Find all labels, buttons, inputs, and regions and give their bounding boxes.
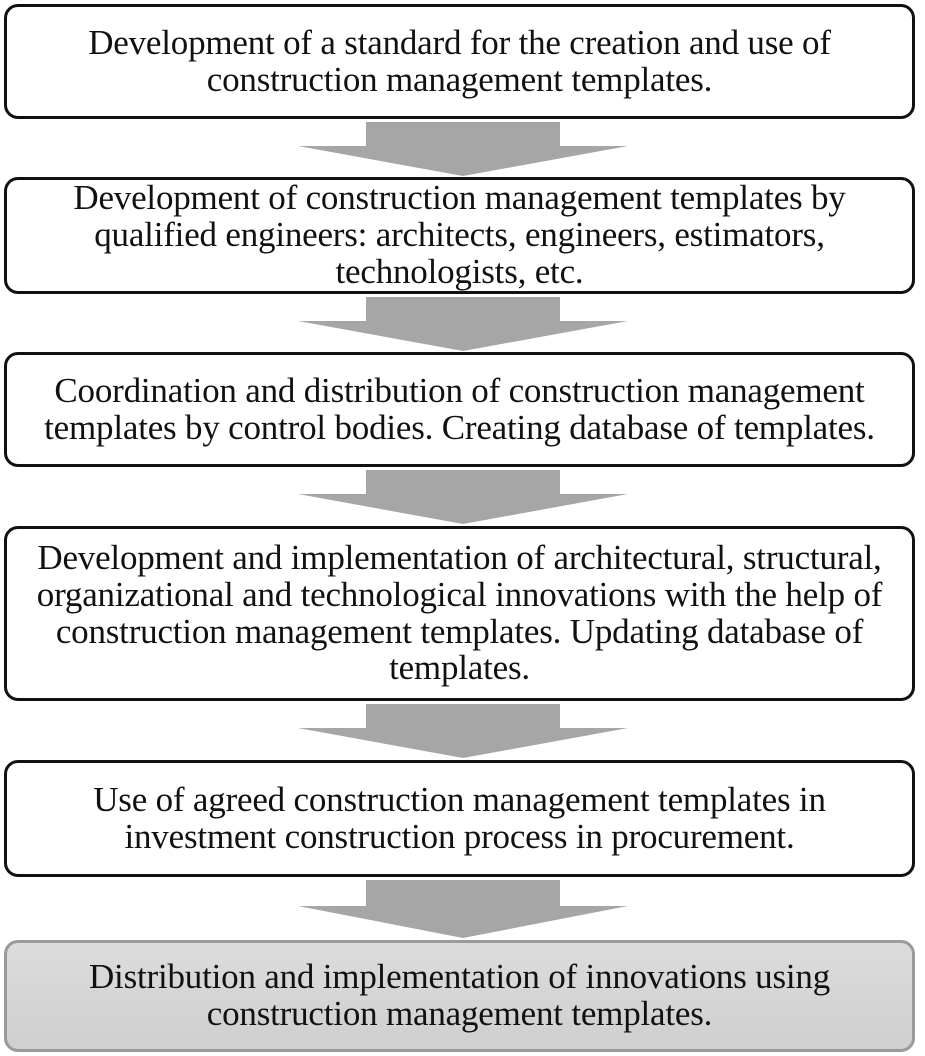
down-arrow-icon — [298, 704, 628, 758]
down-arrow-icon — [298, 297, 628, 351]
down-arrow-2 — [298, 297, 628, 351]
step-4-text: Development and implementation of architectural, structural, organizational and technological innovations with the help of construction management templates. Updating database of templates. — [36, 538, 883, 688]
step-2-text: Development of construction management templates by qualified engineers: architects, engineers, estimators, technologists, etc. — [73, 178, 846, 291]
step-box-1 — [4, 4, 915, 119]
down-arrow-icon — [298, 880, 628, 938]
down-arrow-3 — [298, 470, 628, 524]
step-5-text: Use of agreed construction management templates in investment construction process in procurement. — [93, 779, 826, 856]
step-box-4 — [4, 526, 915, 701]
step-6-text: Distribution and implementation of innovations using construction management templates. — [88, 957, 831, 1033]
down-arrow-1 — [298, 122, 628, 176]
step-3-text: Coordination and distribution of construction management templates by control bodies. Creating database of templates. — [44, 370, 875, 447]
down-arrow-icon — [298, 122, 628, 176]
down-arrow-4 — [298, 704, 628, 758]
step-box-6-final — [4, 940, 915, 1052]
step-box-5 — [4, 760, 915, 877]
step-box-3 — [4, 352, 915, 467]
down-arrow-5 — [298, 880, 628, 938]
down-arrow-icon — [298, 470, 628, 524]
step-1-text: Development of a standard for the creation and use of construction management templates. — [88, 22, 831, 99]
step-box-2 — [4, 177, 915, 294]
